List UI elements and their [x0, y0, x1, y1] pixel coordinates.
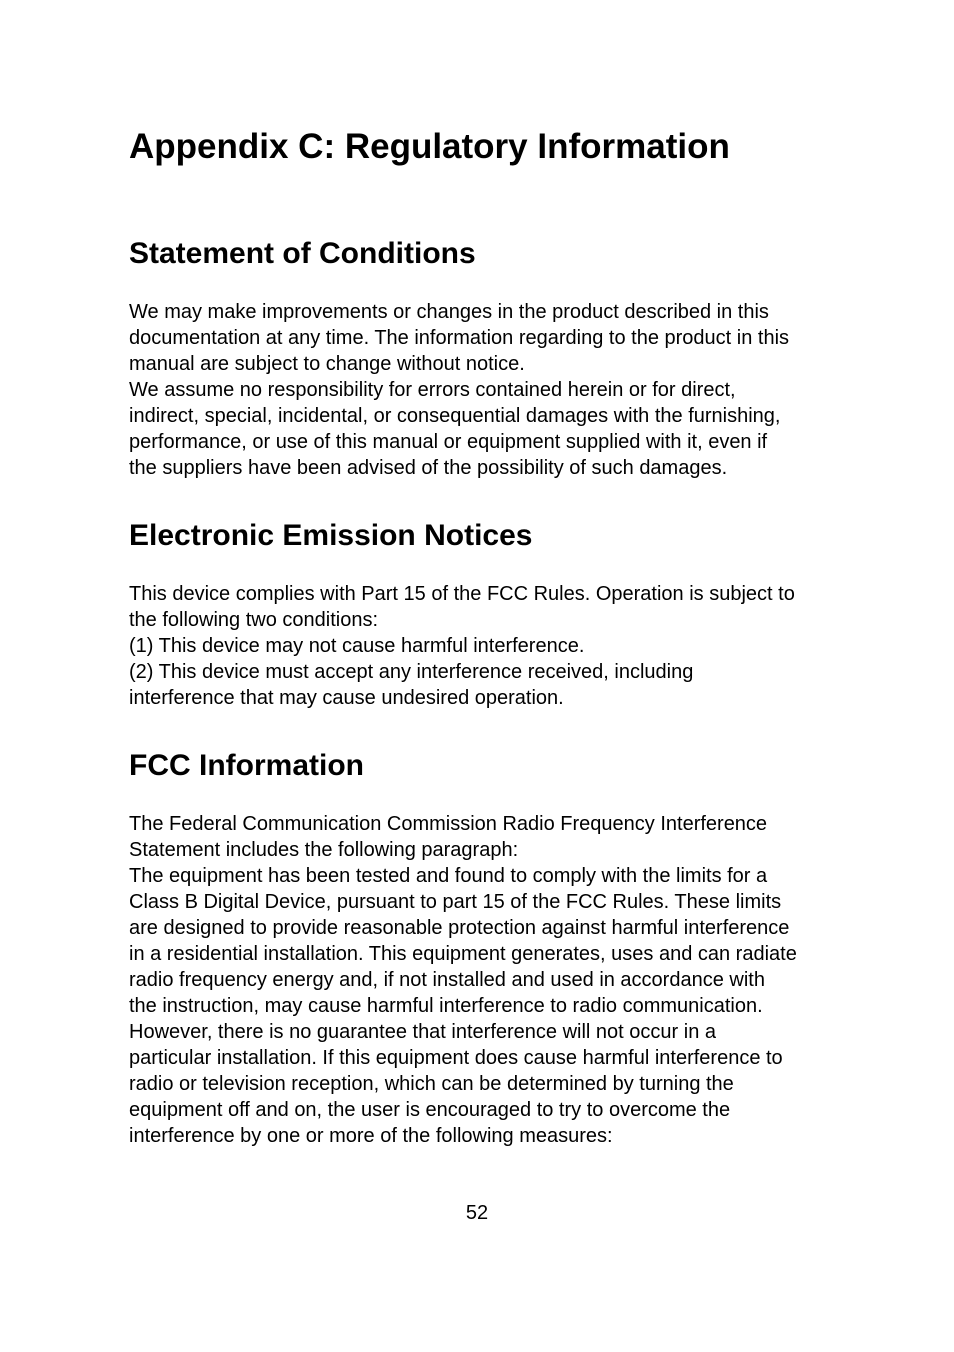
body-line: interference by one or more of the following measures: [129, 1125, 613, 1147]
body-line: The Federal Communication Commission Radio Frequency Interference [129, 813, 768, 835]
body-line: in a residential installation. This equipment generates, uses and can radiate [129, 943, 797, 965]
electronic-emission-notices-body [129, 581, 795, 711]
body-line: are designed to provide reasonable protection against harmful interference [129, 917, 790, 939]
body-line: We may make improvements or changes in the product described in this [129, 301, 769, 323]
body-line: interference that may cause undesired operation. [129, 687, 564, 709]
section-heading-fcc-information: FCC Information [129, 749, 364, 782]
body-line: Statement includes the following paragraph: [129, 839, 519, 861]
body-line: We assume no responsibility for errors contained herein or for direct, [129, 379, 736, 401]
body-line: the following two conditions: [129, 609, 379, 631]
body-line: performance, or use of this manual or equipment supplied with it, even if [129, 431, 768, 453]
section-heading-electronic-emission-notices: Electronic Emission Notices [129, 519, 533, 552]
body-line: The equipment has been tested and found to comply with the limits for a [129, 865, 768, 887]
body-line: the suppliers have been advised of the possibility of such damages. [129, 457, 728, 479]
body-line: This device complies with Part 15 of the FCC Rules. Operation is subject to [129, 583, 795, 605]
body-line: Class B Digital Device, pursuant to part 15 of the FCC Rules. These limits [129, 891, 782, 913]
body-line: the instruction, may cause harmful interference to radio communication. [129, 995, 763, 1017]
body-line: particular installation. If this equipment does cause harmful interference to [129, 1047, 783, 1069]
statement-of-conditions-body [129, 299, 789, 481]
body-line: (1) This device may not cause harmful interference. [129, 635, 585, 657]
body-line: (2) This device must accept any interference received, including [129, 661, 694, 683]
body-line: radio or television reception, which can be determined by turning the [129, 1073, 734, 1095]
page-title: Appendix C: Regulatory Information [129, 127, 730, 166]
body-line: However, there is no guarantee that interference will not occur in a [129, 1021, 716, 1043]
section-heading-statement-of-conditions: Statement of Conditions [129, 237, 476, 270]
body-line: equipment off and on, the user is encouraged to try to overcome the [129, 1099, 731, 1121]
body-line: manual are subject to change without notice. [129, 353, 525, 375]
body-line: indirect, special, incidental, or consequential damages with the furnishing, [129, 405, 781, 427]
page-number: 52 [465, 1202, 489, 1224]
fcc-information-body [129, 811, 797, 1149]
body-line: radio frequency energy and, if not installed and used in accordance with [129, 969, 765, 991]
body-line: documentation at any time. The information regarding to the product in this [129, 327, 790, 349]
